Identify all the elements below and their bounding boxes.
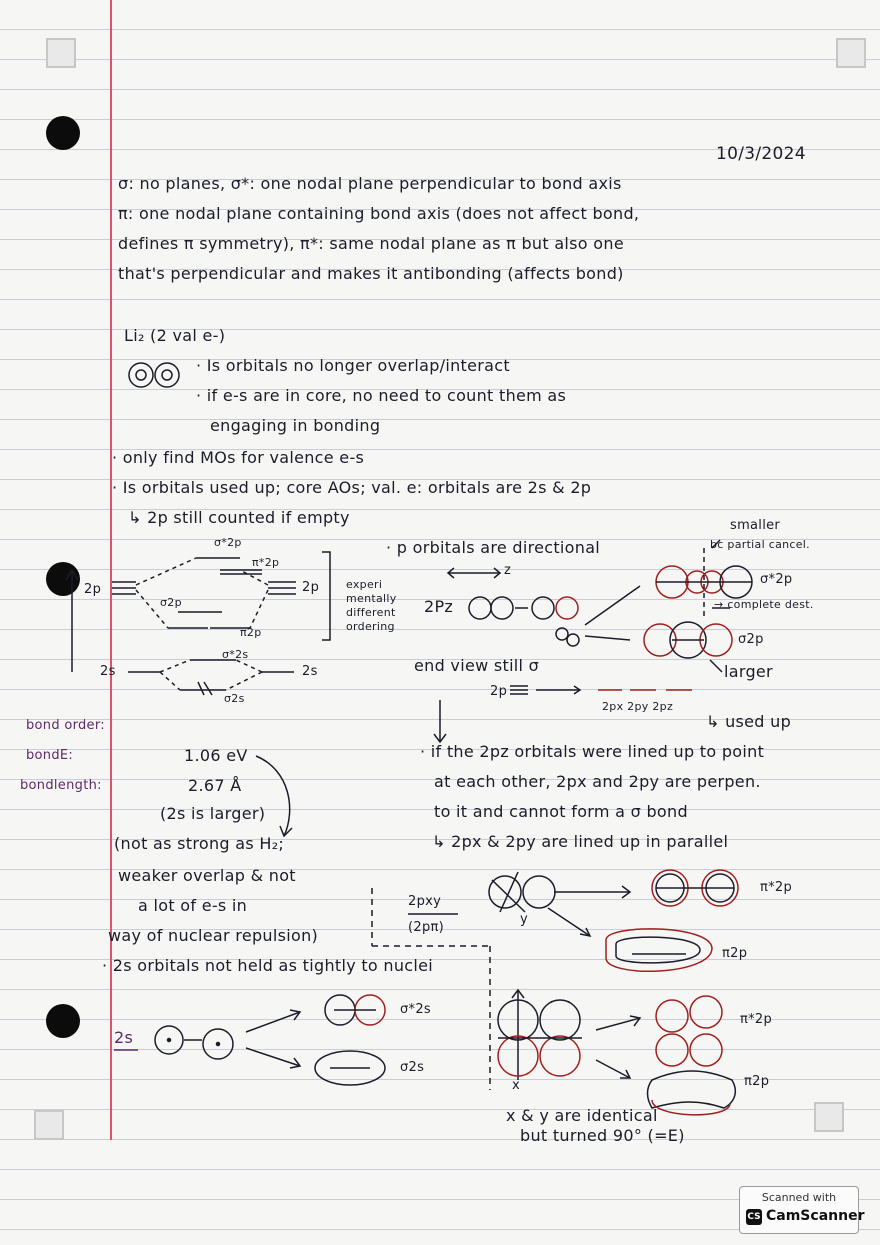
intro-line: that's perpendicular and makes it antibonding (affects bond) <box>118 264 624 283</box>
li-heading: Li₂ (2 val e-) <box>124 326 226 345</box>
ordering-note: experi <box>346 578 383 591</box>
mo-label-2s-left: 2s <box>100 664 116 679</box>
ordering-note: different <box>346 606 396 619</box>
pz-note: to it and cannot form a σ bond <box>434 802 688 821</box>
bond-length-label: bondlength: <box>20 778 102 793</box>
sigma-2s-label: σ2s <box>400 1060 425 1075</box>
pi-star-2p-label: π*2p <box>760 880 793 895</box>
explanation-line: way of nuclear repulsion) <box>108 926 319 945</box>
footer-note: but turned 90° (=E) <box>520 1126 685 1145</box>
explanation-line: weaker overlap & not <box>118 866 296 885</box>
bullet-note: · only find MOs for valence e-s <box>112 448 365 467</box>
complete-dest-note: → complete dest. <box>714 598 814 611</box>
pz-note: ↳ 2px & 2py are lined up in parallel <box>432 832 729 851</box>
mo-label-sigma-star-2s: σ*2s <box>222 648 249 661</box>
ordering-note: ordering <box>346 620 395 633</box>
lower-pi-star-label: π*2p <box>740 1012 773 1027</box>
bond-energy-value: 1.06 eV <box>184 746 248 765</box>
scanner-watermark <box>739 1186 865 1234</box>
li-note: engaging in bonding <box>210 416 381 435</box>
partial-cancel-note: bc partial cancel. <box>710 538 810 551</box>
smaller-note: smaller <box>730 518 781 533</box>
mo-label-2s-right: 2s <box>302 664 318 679</box>
mo-label-pi-star-2p: π*2p <box>252 556 280 569</box>
px-py-pz-labels: 2px 2py 2pz <box>602 700 674 713</box>
mo-label-2p-left: 2p <box>84 582 102 597</box>
mo-label-sigma-star-2p: σ*2p <box>214 536 242 549</box>
lower-pi-label: π2p <box>744 1074 770 1089</box>
sigma-star-2p-label: σ*2p <box>760 572 793 587</box>
intro-line: defines π symmetry), π*: same nodal plane as π but also one <box>118 234 624 253</box>
degenerate-2p-label: 2p <box>490 684 508 699</box>
mo-label-sigma-2p: σ2p <box>160 596 182 609</box>
mo-label-pi-2p: π2p <box>240 626 262 639</box>
date: 10/3/2024 <box>716 144 806 164</box>
sigma-2p-label: σ2p <box>738 632 764 647</box>
bond-energy-label: bondE: <box>26 748 74 763</box>
bullet-note: ↳ 2p still counted if empty <box>128 508 350 527</box>
explanation-line: · 2s orbitals not held as tightly to nuclei <box>102 956 434 975</box>
pi-2p-label: π2p <box>722 946 748 961</box>
label-2pz: 2Pz <box>424 597 454 616</box>
larger-note: larger <box>724 662 773 681</box>
mo-label-sigma-2s: σ2s <box>224 692 245 705</box>
bond-order-label: bond order: <box>26 718 105 733</box>
pz-note: · if the 2pz orbitals were lined up to point <box>420 742 765 761</box>
intro-line: σ: no planes, σ*: one nodal plane perpendicular to bond axis <box>118 174 622 193</box>
intro-line: π: one nodal plane containing bond axis (does not affect bond, <box>118 204 640 223</box>
watermark-brand: CamScanner <box>766 1208 865 1224</box>
watermark-caption: Scanned with <box>761 1191 837 1204</box>
ordering-note: mentally <box>346 592 397 605</box>
bond-length-note: (2s is larger) <box>160 804 266 823</box>
footer-note: x & y are identical <box>506 1106 658 1125</box>
sigma-star-2s-label: σ*2s <box>400 1002 431 1017</box>
end-view-note: end view still σ <box>414 656 540 675</box>
li-note: · if e-s are in core, no need to count them as <box>196 386 567 405</box>
x-axis-label: x <box>512 1078 520 1093</box>
pxy-label: 2pxy <box>408 894 442 909</box>
section-2s-label: 2s <box>114 1028 134 1047</box>
used-up-note: ↳ used up <box>706 712 792 731</box>
z-axis-label: z <box>504 563 512 578</box>
bond-length-value: 2.67 Å <box>188 776 242 795</box>
core-orbital-icon <box>129 363 153 387</box>
y-axis-label: y <box>520 912 528 927</box>
mo-label-2p-right: 2p <box>302 580 320 595</box>
explanation-line: (not as strong as H₂; <box>114 834 285 853</box>
p-pi-label: (2pπ) <box>408 920 444 935</box>
explanation-line: a lot of e-s in <box>138 896 248 915</box>
camscanner-logo-icon: CS <box>746 1209 762 1225</box>
pz-note: at each other, 2px and 2py are perpen. <box>434 772 761 791</box>
bullet-note: · Is orbitals used up; core AOs; val. e: orbitals are 2s & 2p <box>112 478 592 497</box>
li-note: · Is orbitals no longer overlap/interact <box>196 356 510 375</box>
p-directional-note: · p orbitals are directional <box>386 538 601 557</box>
